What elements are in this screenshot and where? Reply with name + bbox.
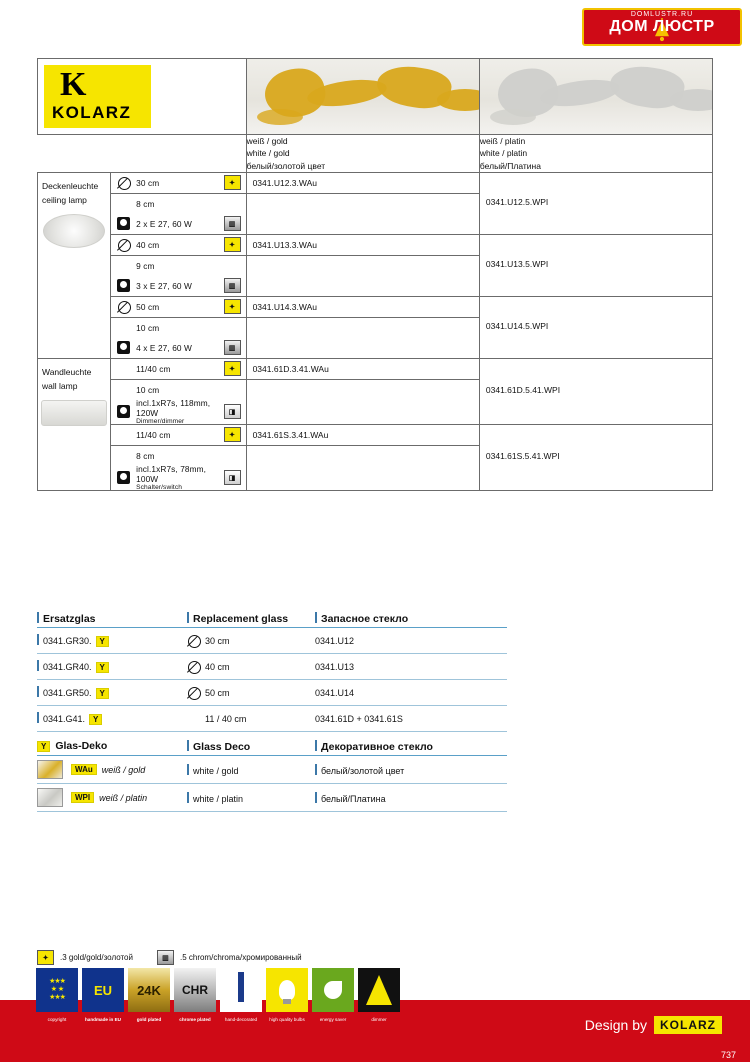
finish-badge-gold: ✦ — [224, 299, 241, 314]
icon-caption: energy saver — [319, 1017, 347, 1022]
finish-label-row — [38, 135, 713, 173]
deko-de: weiß / gold — [101, 764, 146, 775]
product-code: 0341.U14.3.WAu — [252, 301, 317, 312]
bulb-icon — [117, 405, 130, 418]
spec-text: 4 x E 27, 60 W — [136, 342, 192, 353]
glass-reference: 0341.U14 — [315, 687, 355, 698]
code-cell-gold — [246, 193, 479, 234]
finish-photo-platin — [479, 59, 712, 135]
spec-cell — [111, 317, 246, 358]
icon-label: CHR — [182, 983, 208, 997]
table-row — [37, 680, 507, 706]
glass-deko-table — [37, 740, 507, 812]
category-label-de: Wandleuchte — [42, 366, 92, 377]
product-code: 0341.61S.5.41.WPI — [485, 450, 560, 461]
code-cell-gold — [246, 424, 479, 445]
design-by-block — [585, 1016, 722, 1034]
bulb-icon — [117, 471, 130, 484]
y-tag: Y — [37, 741, 50, 752]
spec-text: 50 cm — [136, 301, 160, 312]
category-ceiling-lamp — [38, 172, 111, 358]
spec-cell — [111, 255, 246, 296]
deko-en: white / platin — [193, 793, 244, 804]
energy-saver-icon — [312, 968, 354, 1022]
code-cell-gold — [246, 445, 479, 490]
diameter-icon — [117, 300, 130, 313]
chrome-badge-icon: ▥ — [157, 950, 174, 965]
table-row — [37, 706, 507, 732]
finish-badge-gold: ✦ — [224, 361, 241, 376]
spec-text: 3 x E 27, 60 W — [136, 280, 192, 291]
finish-badge-gold: ✦ — [224, 175, 241, 190]
icon-caption: handmade in EU — [85, 1017, 121, 1022]
design-by-text: Design by — [584, 1017, 647, 1033]
code-cell-platin — [479, 358, 712, 424]
glass-code: 0341.GR40. — [43, 662, 92, 672]
spec-subtext: Dimmer/dimmer — [136, 417, 185, 425]
spec-cell — [111, 358, 246, 379]
site-watermark — [582, 8, 742, 46]
glass-deko-header-row — [37, 740, 507, 756]
legend-text-gold: .3 gold/gold/золотой — [60, 953, 133, 962]
icon-label: 24K — [137, 982, 161, 998]
finish-legend — [37, 950, 302, 965]
y-tag: Y — [89, 714, 102, 725]
spec-subtext: Schalter/switch — [136, 483, 182, 491]
product-code: 0341.U12.3.WAu — [252, 177, 317, 188]
finish-en: white / platin — [479, 148, 528, 159]
dimmer-icon — [358, 968, 400, 1022]
finish-badge-chrome: ▥ — [224, 278, 241, 293]
spec-cell — [111, 424, 246, 445]
table-header-row — [38, 59, 713, 135]
y-tag: Y — [96, 662, 109, 673]
spec-cell — [111, 172, 246, 193]
y-tag: Y — [96, 636, 109, 647]
code-cell-platin — [479, 296, 712, 358]
icon-caption: high quality bulbs — [269, 1017, 305, 1022]
bulb-icon — [117, 279, 130, 292]
header-de: Ersatzglas — [43, 613, 96, 625]
code-cell-gold — [246, 255, 479, 296]
glass-dimension: 40 cm — [205, 661, 230, 672]
replacement-glass-table — [37, 612, 507, 732]
spec-cell — [111, 234, 246, 255]
hand-decorated-icon — [220, 968, 262, 1022]
spec-cell — [111, 379, 246, 424]
high-quality-bulbs-icon — [266, 968, 308, 1022]
group-wall-lamp — [38, 358, 713, 379]
gold-plated-icon — [128, 968, 170, 1022]
category-thumb — [41, 400, 107, 426]
product-code: 0341.U12.5.WPI — [485, 196, 549, 207]
page-footer — [0, 978, 750, 1062]
spec-cell — [111, 445, 246, 490]
logo-wordmark: KOLARZ — [52, 103, 132, 122]
finish-label-platin — [479, 135, 712, 173]
spec-text: 30 cm — [136, 177, 160, 188]
spec-text: 10 cm — [136, 322, 160, 333]
header-ru: Запасное стекло — [321, 613, 409, 625]
group-ceiling-lamp — [38, 172, 713, 193]
replacement-header-row — [37, 612, 507, 628]
deko-ru: белый/золотой цвет — [321, 765, 405, 776]
table-row — [37, 654, 507, 680]
category-label-en: wall lamp — [42, 381, 78, 392]
bulb-icon — [117, 341, 130, 354]
product-table — [37, 58, 713, 491]
logo-letter: K — [60, 66, 87, 103]
spec-cell — [111, 296, 246, 317]
glass-reference: 0341.61D + 0341.61S — [315, 713, 403, 724]
glass-reference: 0341.U12 — [315, 635, 355, 646]
category-label-en: ceiling lamp — [42, 195, 87, 206]
color-swatch-platin — [37, 788, 63, 807]
gold-badge-icon: ✦ — [37, 950, 54, 965]
icon-caption: gold plated — [136, 1017, 162, 1022]
finish-de: weiß / gold — [246, 136, 288, 146]
brand-logo-cell — [38, 59, 247, 135]
product-code: 0341.61D.3.41.WAu — [252, 363, 329, 374]
glass-reference: 0341.U13 — [315, 661, 355, 672]
category-wall-lamp — [38, 358, 111, 490]
width-height-icon — [119, 362, 123, 372]
width-height-icon — [189, 712, 193, 722]
product-code: 0341.U13.3.WAu — [252, 239, 317, 250]
y-tag: Y — [96, 688, 109, 699]
code-cell-gold — [246, 234, 479, 255]
glass-code: 0341.G41. — [43, 714, 86, 724]
spec-text: 11/40 cm — [136, 429, 171, 440]
code-cell-platin — [479, 234, 712, 296]
diameter-icon — [117, 238, 130, 251]
icon-caption: hand-decorated — [224, 1017, 258, 1022]
eu-handmade-icon — [82, 968, 124, 1022]
finish-ru: белый/золотой цвет — [246, 160, 326, 171]
eu-flag-icon: ★★★ ★ ★ ★★★ copyright — [36, 968, 78, 1012]
spec-text: 2 x E 27, 60 W — [136, 218, 192, 229]
glass-dimension: 30 cm — [205, 635, 230, 646]
category-thumb — [43, 214, 105, 248]
bulb-icon — [117, 217, 130, 230]
spec-text: 40 cm — [136, 239, 160, 250]
deko-en: white / gold — [193, 765, 239, 776]
glass-code: 0341.GR30. — [43, 636, 92, 646]
finish-badge-chrome: ▥ — [224, 340, 241, 355]
code-cell-gold — [246, 317, 479, 358]
finish-label-gold — [246, 135, 479, 173]
spec-text: 8 cm — [136, 198, 155, 209]
dimmer-badge: ◨ — [224, 404, 241, 419]
finish-de: weiß / platin — [479, 136, 526, 146]
spec-text: 8 cm — [136, 450, 155, 461]
deko-de: weiß / platin — [99, 792, 148, 803]
kolarz-footer-logo: KOLARZ — [654, 1016, 722, 1034]
diameter-icon — [187, 634, 200, 647]
spec-text: incl.1xR7s, 78mm, 100W — [136, 463, 207, 484]
glass-dimension: 11 / 40 cm — [205, 713, 247, 724]
deko-code: WPI — [71, 792, 94, 803]
table-row — [37, 784, 507, 812]
watermark-url: DOMLUSTR.RU — [630, 11, 694, 18]
finish-en: white / gold — [246, 148, 290, 159]
code-cell-platin — [479, 424, 712, 490]
legend-text-chrome: .5 chrom/chroma/хромированный — [179, 953, 302, 962]
header-en: Glass Deco — [193, 741, 251, 753]
header-en: Replacement glass — [193, 613, 289, 625]
height-icon — [119, 321, 123, 331]
icon-label: EU — [93, 982, 113, 998]
deko-ru: белый/Платина — [321, 793, 386, 804]
finish-badge-chrome: ▥ — [224, 216, 241, 231]
watermark-brand: ДОМ ЛЮСТР — [609, 18, 715, 35]
page-number: 737 — [720, 1050, 736, 1060]
code-cell-gold — [246, 296, 479, 317]
certification-icon-strip — [36, 968, 400, 1022]
table-row — [37, 756, 507, 784]
finish-ru: белый/Платина — [479, 160, 541, 171]
code-cell-platin — [479, 172, 712, 234]
product-code: 0341.U14.5.WPI — [485, 320, 549, 331]
table-row — [37, 628, 507, 654]
chrome-plated-icon — [174, 968, 216, 1022]
diameter-icon — [117, 176, 130, 189]
code-cell-gold — [246, 172, 479, 193]
finish-photo-gold — [246, 59, 479, 135]
code-cell-gold — [246, 379, 479, 424]
spec-text: 11/40 cm — [136, 363, 171, 374]
finish-badge-gold: ✦ — [224, 237, 241, 252]
spec-text: 9 cm — [136, 260, 155, 271]
icon-caption: dimmer — [371, 1017, 387, 1022]
spec-cell — [111, 193, 246, 234]
spec-text: 10 cm — [136, 384, 160, 395]
icon-caption: chrome plated — [179, 1017, 211, 1022]
finish-badge-gold: ✦ — [224, 427, 241, 442]
glass-dimension: 50 cm — [205, 687, 230, 698]
product-code: 0341.61D.5.41.WPI — [485, 384, 561, 395]
color-swatch-gold — [37, 760, 63, 779]
icon-caption: copyright — [47, 1017, 67, 1022]
diameter-icon — [187, 660, 200, 673]
code-cell-gold — [246, 358, 479, 379]
deko-code: WAu — [71, 764, 97, 775]
spec-text: incl.1xR7s, 118mm, 120W — [136, 397, 211, 418]
diameter-icon — [187, 686, 200, 699]
category-label-de: Deckenleuchte — [42, 180, 99, 191]
glass-code: 0341.GR50. — [43, 688, 92, 698]
header-de: Glas-Deko — [55, 740, 108, 752]
width-height-icon — [119, 428, 123, 438]
switch-badge: ◨ — [224, 470, 241, 485]
kolarz-logo — [44, 65, 151, 128]
header-ru: Декоративное стекло — [321, 741, 433, 753]
product-code: 0341.U13.5.WPI — [485, 258, 549, 269]
product-code: 0341.61S.3.41.WAu — [252, 429, 329, 440]
